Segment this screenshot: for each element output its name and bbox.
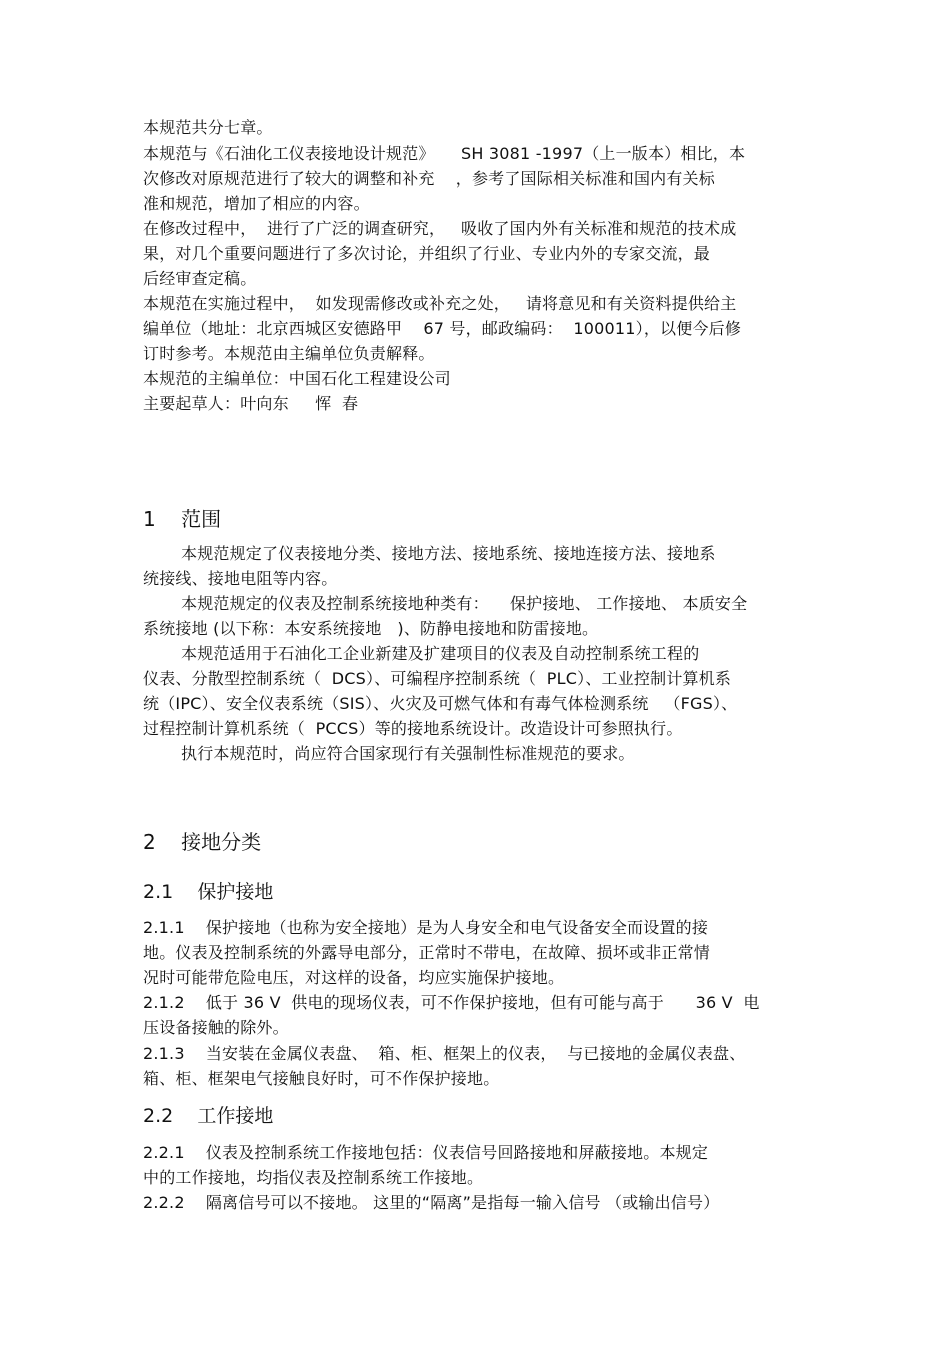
clause-line: 压设备接触的除外。: [143, 1018, 289, 1037]
clause-line: 2.1.2 低于 36 V 供电的现场仪表，可不作保护接地，但有可能与高于 36 V 电: [143, 993, 760, 1012]
paragraph-line: 过程控制计算机系统（ PCCS）等的接地系统设计。改造设计可参照执行。: [143, 719, 683, 738]
section-heading: 2 接地分类: [143, 830, 262, 854]
preface-line: 本规范在实施过程中， 如发现需修改或补充之处， 请将意见和有关资料提供给主: [143, 294, 737, 313]
paragraph-line: 本规范规定的仪表及控制系统接地种类有： 保护接地、 工作接地、 本质安全: [181, 594, 748, 613]
subsection-heading: 2.1 保护接地: [143, 881, 274, 903]
preface-line: 后经审查定稿。: [143, 269, 257, 288]
paragraph-line: 统接线、接地电阻等内容。: [143, 569, 338, 588]
preface-line: 果，对几个重要问题进行了多次讨论，并组织了行业、专业内外的专家交流，最: [143, 244, 711, 263]
clause-line: 2.2.1 仪表及控制系统工作接地包括：仪表信号回路接地和屏蔽接地。本规定: [143, 1143, 709, 1162]
preface-line: 本规范与《石油化工仪表接地设计规范》 SH 3081 -1997（上一版本）相比，本: [143, 144, 746, 163]
clause-line: 况时可能带危险电压，对这样的设备，均应实施保护接地。: [143, 968, 565, 987]
paragraph-line: 本规范适用于石油化工企业新建及扩建项目的仪表及自动控制系统工程的: [181, 644, 700, 663]
preface-line: 准和规范，增加了相应的内容。: [143, 194, 370, 213]
preface-line: 次修改对原规范进行了较大的调整和补充 ，参考了国际相关标准和国内有关标: [143, 169, 715, 188]
preface-line: 主要起草人：叶向东 恽 春: [143, 394, 359, 413]
clause-line: 箱、柜、框架电气接触良好时，可不作保护接地。: [143, 1069, 500, 1088]
paragraph-line: 仪表、分散型控制系统（ DCS）、可编程序控制系统（ PLC）、工业控制计算机系: [143, 669, 732, 688]
paragraph-line: 系统接地 (以下称：本安系统接地 )、防静电接地和防雷接地。: [143, 619, 599, 638]
preface-line: 在修改过程中， 进行了广泛的调查研究， 吸收了国内外有关标准和规范的技术成: [143, 219, 737, 238]
paragraph-line: 统（IPC）、安全仪表系统（SIS）、火灾及可燃气体和有毒气体检测系统 （FGS）、: [143, 694, 738, 713]
section-heading: 1 范围: [143, 507, 222, 531]
subsection-heading: 2.2 工作接地: [143, 1105, 274, 1127]
clause-line: 中的工作接地，均指仪表及控制系统工作接地。: [143, 1168, 484, 1187]
clause-line: 2.1.3 当安装在金属仪表盘、 箱、柜、框架上的仪表， 与已接地的金属仪表盘、: [143, 1044, 746, 1063]
preface-line: 本规范的主编单位：中国石化工程建设公司: [143, 369, 451, 388]
preface-line: 订时参考。本规范由主编单位负责解释。: [143, 344, 435, 363]
preface-line: 编单位（地址：北京西城区安德路甲 67 号，邮政编码： 100011），以便今后修: [143, 319, 742, 338]
paragraph-line: 执行本规范时，尚应符合国家现行有关强制性标准规范的要求。: [181, 744, 635, 763]
clause-line: 2.1.1 保护接地（也称为安全接地）是为人身安全和电气设备安全而设置的接: [143, 918, 709, 937]
paragraph-line: 本规范规定了仪表接地分类、接地方法、接地系统、接地连接方法、接地系: [181, 544, 716, 563]
preface-line: 本规范共分七章。: [143, 118, 273, 137]
clause-line: 2.2.2 隔离信号可以不接地。 这里的“隔离”是指每一输入信号 （或输出信号）: [143, 1193, 720, 1212]
clause-line: 地。仪表及控制系统的外露导电部分，正常时不带电，在故障、损坏或非正常情: [143, 943, 711, 962]
